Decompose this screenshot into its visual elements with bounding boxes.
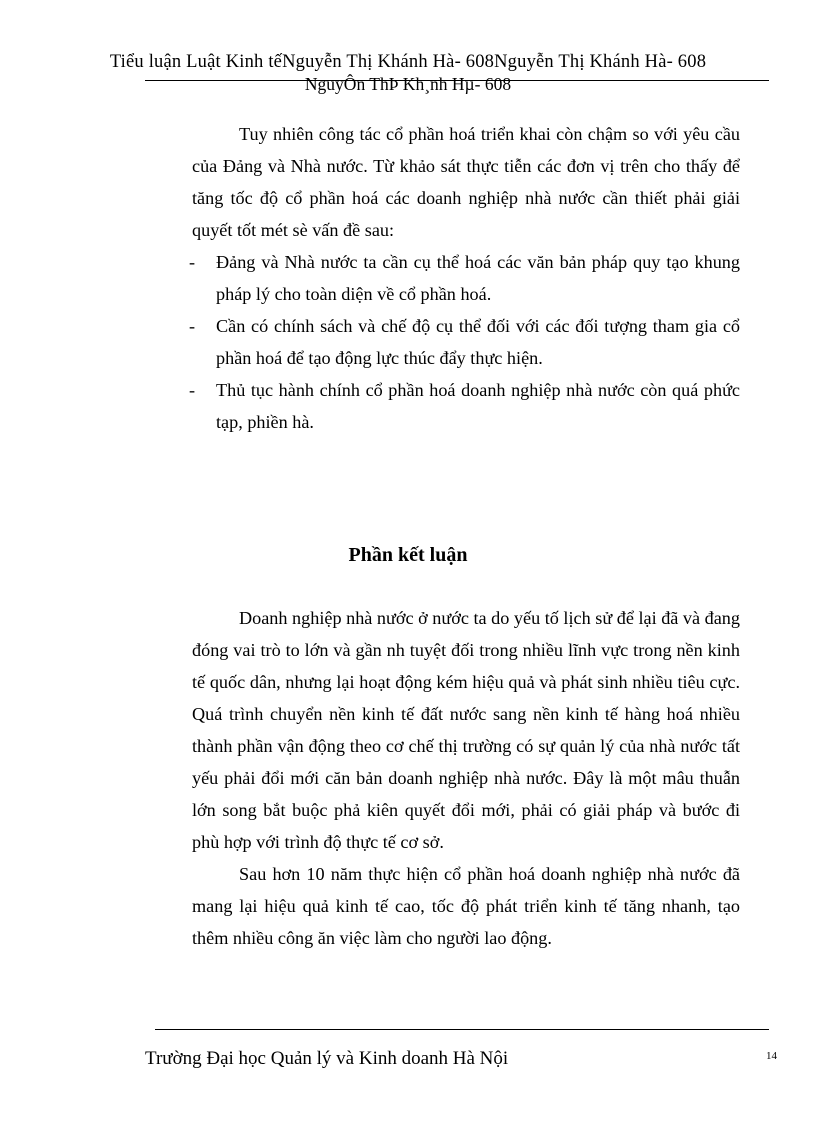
bullet-text: Cần có chính sách và chế độ cụ thể đối với các đối tượng tham gia cổ phần hoá để tạo động lực thúc đẩy thực hiện. [216,316,740,368]
list-item [189,310,740,374]
section-title: Phần kết luận [348,544,468,566]
header-subtitle: NguyÔn ThÞ Kh¸nh Hµ- 608 [304,74,512,94]
bullet-marker: - [189,316,196,336]
bullet-text: Đảng và Nhà nước ta cần cụ thể hoá các văn bản pháp quy tạo khung pháp lý cho toàn diện về cổ phần hoá. [216,252,740,304]
intro-paragraph: Tuy nhiên công tác cổ phần hoá triển khai còn chậm so với yêu cầu của Đảng và Nhà nước. Từ khảo sát thực tiễn các đơn vị trên cho thấy để tăng tốc độ cổ phần hoá các doanh nghiệp nhà nước cần thiết phải giải quyết tốt mét sè vấn đề sau: [192,124,740,240]
footer-divider [155,1029,769,1030]
conclusion-section [192,602,740,954]
bullet-marker: - [189,380,196,400]
list-item [189,246,740,310]
page-number: 14 [766,1050,777,1062]
footer-school-name: Trường Đại học Quản lý và Kinh doanh Hà Nội [145,1048,509,1069]
header-title: Tiểu luận Luật Kinh tếNguyễn Thị Khánh Hà- 608Nguyễn Thị Khánh Hà- 608 [109,52,707,72]
bullet-marker: - [189,252,196,272]
list-item [189,374,740,438]
conclusion-paragraph: Sau hơn 10 năm thực hiện cổ phần hoá doanh nghiệp nhà nước đã mang lại hiệu quả kinh tế cao, tốc độ phát triển kinh tế tăng nhanh, tạo thêm nhiều công ăn việc làm cho người lao động. [192,864,740,948]
bullet-list [189,246,740,438]
conclusion-paragraph: Doanh nghiệp nhà nước ở nước ta do yếu tố lịch sử để lại đã và đang đóng vai trò to lớn và gần nh tuyệt đối trong nhiều lĩnh vực trong nền kinh tế quốc dân, nhưng lại hoạt động kém hiệu quả và phát sinh nhiều tiêu cực. Quá trình chuyển nền kinh tế đất nước sang nền kinh tế hàng hoá nhiều thành phần vận động theo cơ chế thị trường có sự quản lý của nhà nước tất yếu phải đổi mới căn bản doanh nghiệp nhà nước. Đây là một mâu thuẫn lớn song bắt buộc phả kiên quyết đổi mới, phải có giải pháp và bước đi phù hợp với trình độ thực tế cơ sở. [192,608,740,852]
bullet-text: Thủ tục hành chính cổ phần hoá doanh nghiệp nhà nước còn quá phức tạp, phiền hà. [216,380,740,432]
intro-section [192,118,740,246]
